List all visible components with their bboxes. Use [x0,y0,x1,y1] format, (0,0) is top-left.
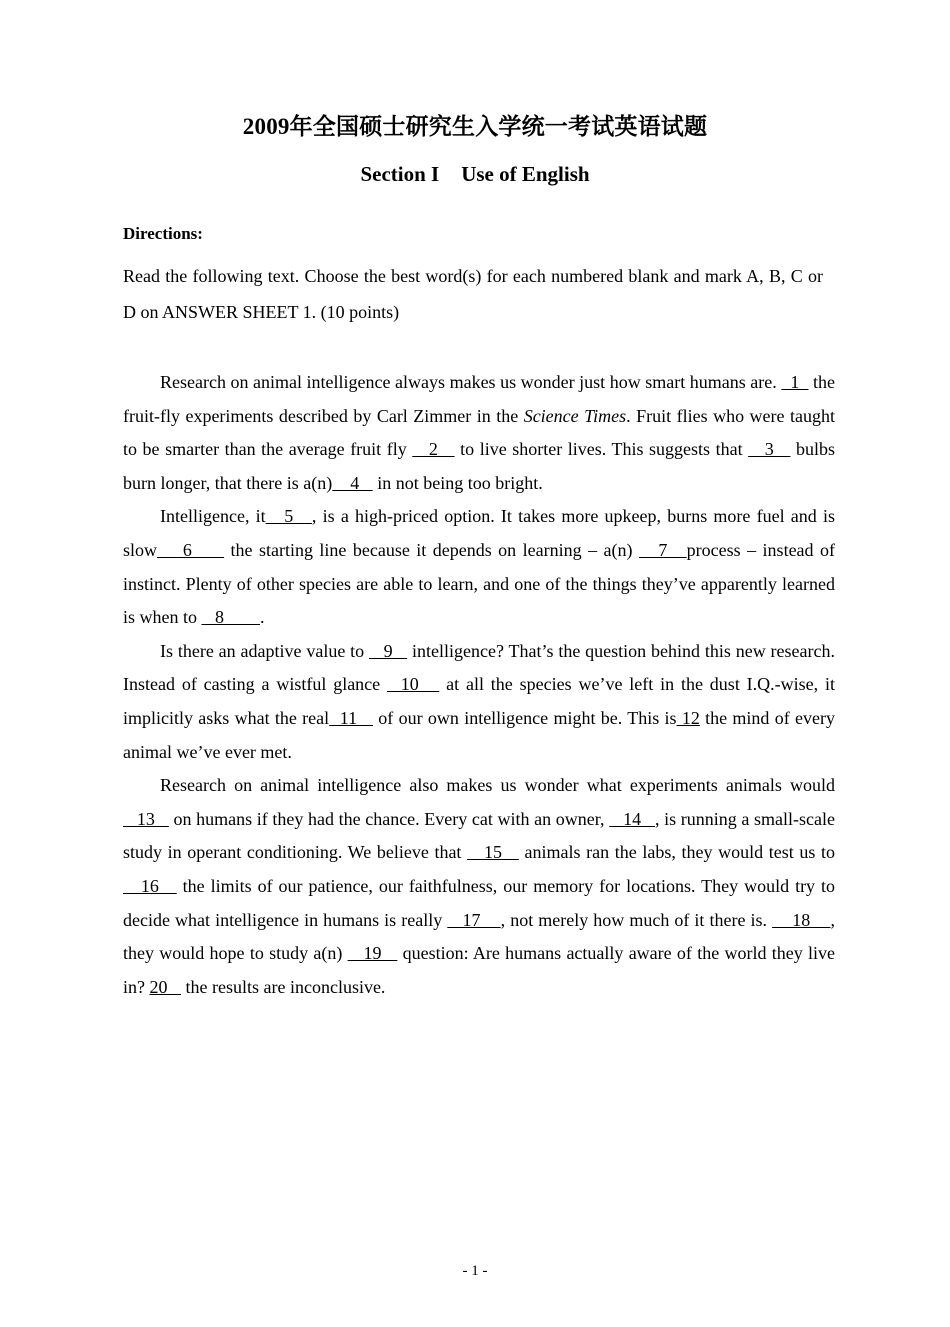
passage-text: in not being too bright. [372,472,543,493]
passage-text: Research on animal intelligence always makes us wonder just how smart humans are. [160,372,782,392]
passage-text: the starting line because it depends on learning – a(n) [224,539,639,560]
section-heading [0,162,950,187]
passage-text: the fruit-fly experiments described by Carl Zimmer in the [123,372,835,426]
blank-19: 19 [347,943,398,964]
blank-7: 7 [638,539,687,560]
blank-2: 2 [412,439,455,460]
passage-text: , is a high-priced option. It takes more upkeep, burns more fuel and is slow [123,506,835,560]
publication-title: Science Times [523,405,627,426]
blank-12: 12 [676,707,700,728]
passage-text: intelligence? That’s the question behind this new research. Instead of casting a wistful glance [123,640,835,695]
paragraph-4 [123,769,835,1004]
blank-16: 16 [123,875,177,896]
passage-text: Research on animal intelligence also makes us wonder what experiments animals would [160,775,835,796]
blank-8: 8 [201,607,260,628]
passage-text: of our own intelligence might be. This is [373,707,677,728]
blank-15: 15 [467,842,519,863]
passage-text: to live shorter lives. This suggests that [454,439,749,460]
passage-text: Is there an adaptive value to [160,640,370,661]
passage-text: bulbs burn longer, that there is a(n) [123,439,836,493]
passage-text: question: Are humans actually aware of the world they live in? [123,943,836,997]
passage-text: at all the species we’ve left in the dust I.Q.-wise, it implicitly asks what the real [123,674,835,728]
blank-17: 17 [447,909,501,930]
blank-1: 1 [781,372,809,392]
passage-text: the limits of our patience, our faithfulness, our memory for locations. They would try to decide what intelligence in humans is really [123,875,836,930]
passage-text: the results are inconclusive. [181,976,386,997]
cloze-passage [123,366,835,1004]
passage-text: , not merely how much of it there is. [500,909,773,930]
blank-20: 20 [149,976,181,997]
directions-text: Read the following text. Choose the best word(s) for each numbered blank and mark A, B, C or D on ANSWER SHEET 1. (10 points) [123,266,823,322]
blank-14: 14 [609,808,655,829]
paragraph-3 [123,635,835,769]
passage-text: on humans if they had the chance. Every cat with an owner, [168,808,610,829]
blank-10: 10 [387,674,440,695]
blank-4: 4 [332,472,373,493]
passage-text: . Fruit flies who were taught to be smarter than the average fruit fly [123,405,835,460]
passage-text: process – instead of instinct. Plenty of other species are able to learn, and one of the things they’ve apparently learned is when to [123,539,835,628]
passage-text: Intelligence, it [160,506,266,527]
passage-text: , they would hope to study a(n) [123,909,836,964]
passage-text: animals ran the labs, they would test us to [518,842,836,863]
blank-6: 6 [157,539,225,560]
blank-3: 3 [748,439,791,460]
page-number: - 1 - [462,1263,488,1279]
blank-18: 18 [772,909,831,930]
passage-text: , is running a small-scale study in operant conditioning. We believe that [123,808,835,863]
section-name: Use of English [461,162,590,186]
blank-9: 9 [369,640,408,661]
page-title: 2009年全国硕士研究生入学统一考试英语试题 [242,114,708,139]
blank-5: 5 [265,506,312,527]
section-number: Section I [360,162,440,186]
blank-13: 13 [123,808,169,829]
paragraph-2 [123,500,835,634]
blank-11: 11 [329,707,373,728]
passage-text: the mind of every animal we’ve ever met. [123,707,836,762]
passage-text: . [260,607,265,628]
directions-label: Directions: [123,224,203,243]
paragraph-1 [123,366,835,500]
